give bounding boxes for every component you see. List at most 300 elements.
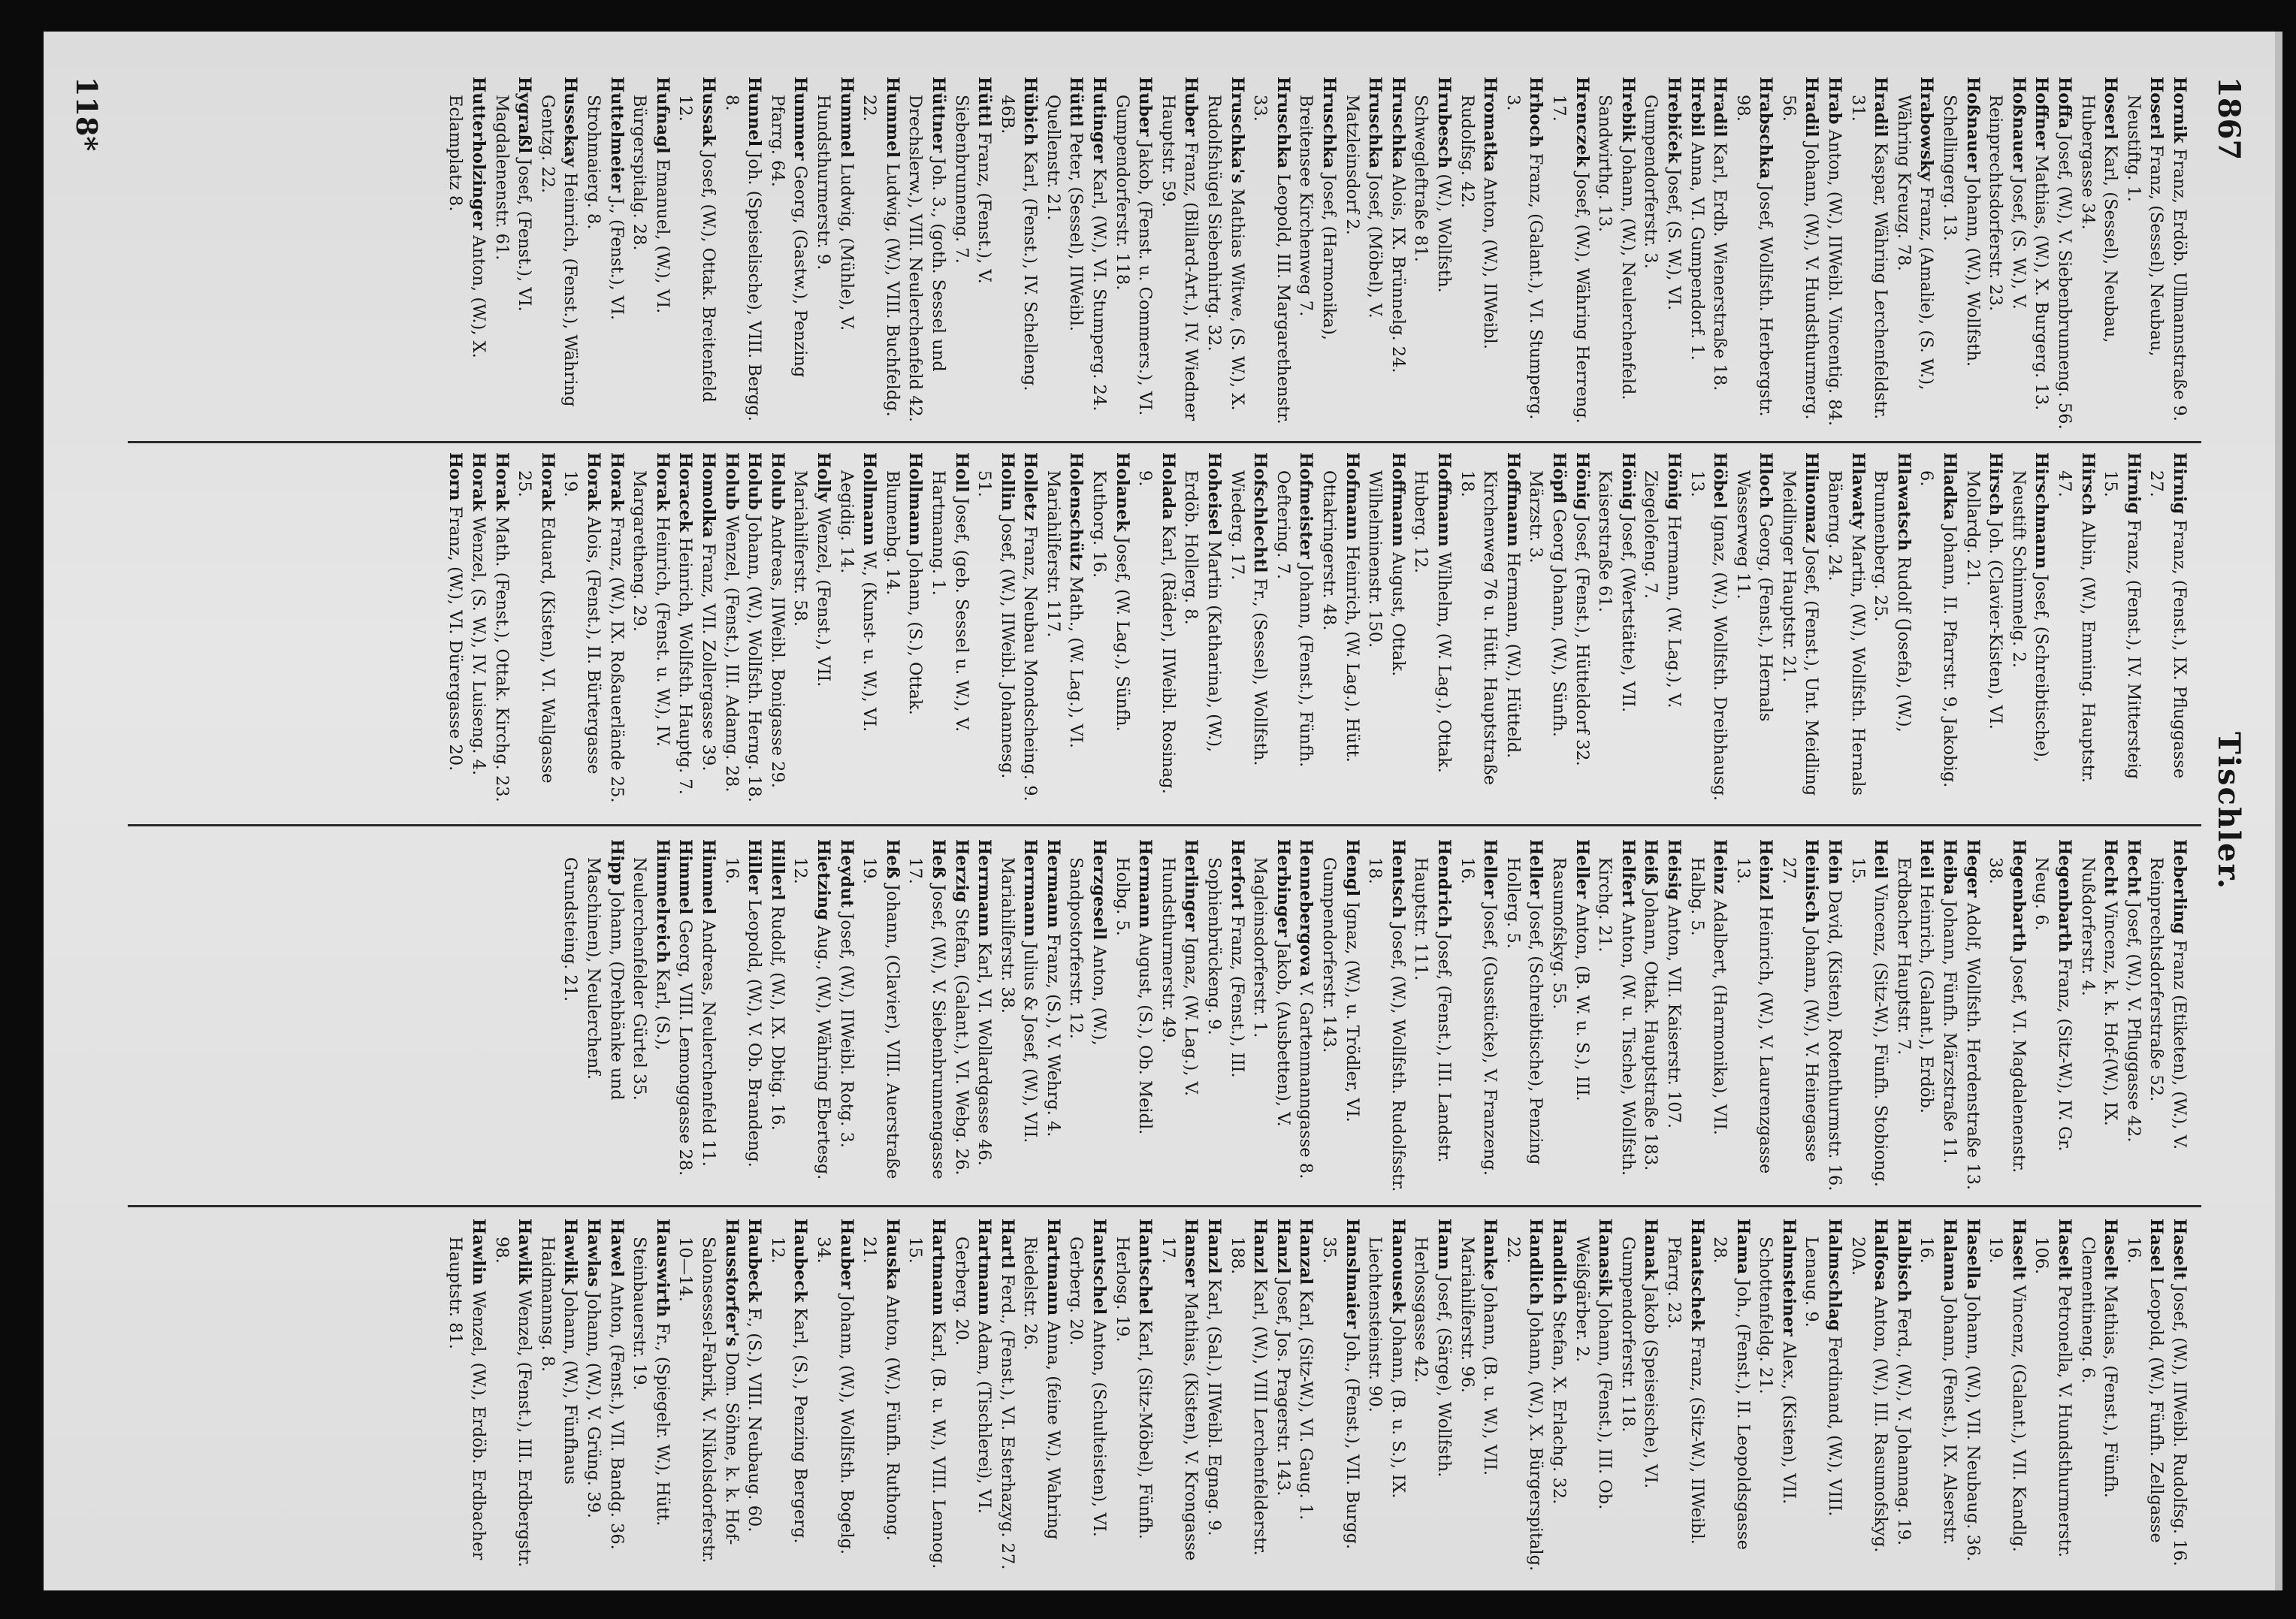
entry-details: Johann, (Fenst.), Fünfh. Oeftering. 7. bbox=[1273, 470, 1316, 768]
entry-details: Martin, (W.), Wollfsth. Hernals Bänerng. 24. bbox=[1825, 470, 1868, 796]
entry-surname: Hantschel bbox=[1135, 1219, 1156, 1315]
entry-surname: Hruschka's bbox=[1227, 77, 1247, 183]
directory-entry bbox=[1708, 1219, 1754, 1572]
entry-surname: Horak bbox=[491, 452, 512, 512]
entry-details: Alex., (Kisten), VII. Schottenfeldg. 21. bbox=[1756, 1237, 1799, 1505]
directory-entry bbox=[1800, 1219, 1846, 1572]
entry-details: Johann, II. Pfarrstr. 9, Jakobig. 6. bbox=[1917, 470, 1960, 788]
entry-details: Dom. Söhne, k. k. Hof-Salonsessel-Fabrik, V. Nikolsdorferstr. 10—14. bbox=[675, 1237, 742, 1563]
entry-surname: Herbinger bbox=[1273, 839, 1293, 937]
entry-surname: Hrebiček bbox=[1663, 77, 1684, 164]
entry-surname: Hruschka bbox=[1273, 77, 1293, 169]
entry-details: Josef, (W.), V. Pfluggasse 42. bbox=[2123, 896, 2143, 1143]
entry-surname: Horak bbox=[469, 452, 489, 512]
entry-details: Alois, IX. Brünnelg. 24. bbox=[1388, 168, 1408, 373]
directory-entry bbox=[1065, 1219, 1110, 1572]
entry-surname: Hanzl bbox=[1250, 1219, 1270, 1274]
directory-entry bbox=[743, 452, 766, 805]
entry-surname: Hrebik bbox=[1618, 77, 1638, 143]
entry-surname: Holub bbox=[721, 452, 742, 510]
entry-surname: Hartl bbox=[997, 1219, 1017, 1269]
entry-surname: Hillerl bbox=[767, 839, 787, 901]
entry-surname: Holl bbox=[951, 452, 971, 493]
directory-entry bbox=[1225, 1219, 1271, 1572]
directory-entry bbox=[1846, 839, 1892, 1192]
directory-page bbox=[44, 32, 2282, 1590]
entry-surname: Heiß bbox=[1641, 839, 1661, 886]
entry-details: Johann, (W.), Wollfsth. Schellingerg. 13. bbox=[1940, 95, 1983, 367]
column-rule bbox=[128, 1205, 2201, 1207]
directory-entry bbox=[2122, 1219, 2168, 1572]
directory-entry bbox=[513, 452, 559, 805]
entry-surname: Hoßnauer bbox=[2008, 77, 2029, 172]
entry-surname: Hloch bbox=[1756, 452, 1776, 509]
entry-details: Emanuel, (W.), VI. Bürgerspitalg. 28. bbox=[630, 95, 672, 314]
directory-entry bbox=[1110, 77, 1156, 430]
directory-entry bbox=[1594, 839, 1639, 1192]
page-title: Tischler. bbox=[2211, 732, 2246, 890]
entry-surname: Hollmann bbox=[859, 452, 880, 546]
entry-surname: Hussekay bbox=[560, 77, 581, 168]
entry-surname: Haselt bbox=[2055, 1219, 2075, 1280]
entry-surname: Hrab bbox=[1825, 77, 1845, 125]
entry-details: Anna, (feine W.), Wahring Riedelstr. 26. bbox=[1020, 1237, 1063, 1540]
directory-entry bbox=[950, 839, 973, 1192]
entry-surname: Holada bbox=[1158, 452, 1178, 520]
directory-entry bbox=[1777, 452, 1823, 805]
directory-entry bbox=[1570, 1219, 1616, 1572]
entry-details: Heinrich, (Fenst. u. W.), IV. Margaretheng. 29. bbox=[630, 470, 672, 747]
entry-surname: Hartmann bbox=[974, 1219, 995, 1316]
entry-surname: Hirsch bbox=[1986, 452, 2006, 516]
entry-surname: Hietzing bbox=[813, 839, 833, 920]
entry-details: Johann, (W.), Wollfsth. Herng. 18. bbox=[745, 509, 765, 802]
directory-entry bbox=[926, 452, 972, 805]
entry-details: August, (S.), Ob. Meidl. Holbg. 5. bbox=[1112, 857, 1156, 1135]
entry-details: Hermann, (W.), Hütteld. Kirchenweg 76 u. Hütt. Hauptstraße 18. bbox=[1457, 470, 1523, 785]
directory-entry bbox=[1202, 1219, 1225, 1572]
entry-details: Anton, (W.), IIWeibl. Rudolfsg. 42. bbox=[1457, 95, 1500, 349]
entry-surname: Haubeck bbox=[745, 1219, 765, 1303]
directory-entry bbox=[1386, 77, 1409, 430]
entry-details: Stefan, (Galant.), VI. Webg. 26. bbox=[951, 902, 971, 1176]
entry-details: Karl, Erdb. Wienerstraße 18. bbox=[1710, 137, 1730, 391]
entry-details: Heinrich, (W. Lag.), Hütt. Ottakringerstr. 48. bbox=[1319, 470, 1362, 763]
entry-details: Leopold, (W.), Fünfh. Zellgasse 16. bbox=[2123, 1237, 2167, 1543]
entry-details: Heinrich, (W.), V. Laurenzgasse 13. bbox=[1733, 857, 1776, 1174]
entry-details: Ferd., (W.), V. Johannag. 19. bbox=[1893, 1302, 1914, 1546]
directory-entry bbox=[1271, 452, 1317, 805]
entry-surname: Hawlik bbox=[515, 1219, 535, 1285]
directory-entry bbox=[950, 1219, 995, 1572]
entry-surname: Hawlik bbox=[560, 1219, 581, 1285]
directory-entry bbox=[1317, 839, 1363, 1192]
entry-details: Adalbert, (Harmonika), VII. Halbg. 5. bbox=[1687, 857, 1730, 1135]
entry-surname: Hengl bbox=[1342, 839, 1362, 897]
entry-details: Leopold, III. Margarethenstr. 33. bbox=[1250, 95, 1293, 424]
entry-details: Wenzel, (Fenst.), VII. Mariahilferstr. 58. bbox=[790, 470, 833, 687]
entry-surname: Horak bbox=[652, 452, 672, 512]
directory-entry bbox=[1961, 839, 1984, 1192]
directory-entry bbox=[858, 77, 904, 430]
entry-surname: Hantschel bbox=[1089, 1219, 1110, 1315]
entry-details: Ignaz, (W.), u. Trödler, VI. Gumpendorferstr. 143. bbox=[1319, 857, 1362, 1122]
directory-entry bbox=[1547, 77, 1593, 430]
entry-surname: Haselt bbox=[2008, 1219, 2029, 1280]
entry-details: Adam, (Tischlerei), VI. Gerberg. 20. bbox=[951, 1237, 995, 1514]
entry-surname: Hoßnauer bbox=[1962, 77, 1983, 172]
directory-entry bbox=[582, 77, 627, 430]
entry-surname: Hruschka bbox=[1388, 77, 1408, 169]
directory-entry bbox=[1134, 452, 1180, 805]
entry-details: Anton, (W.), X. Eclamplatz 8. bbox=[446, 95, 489, 358]
entry-details: Wenzel, (S. W.), IV. Luiseng. 4. bbox=[469, 511, 489, 776]
entry-details: Josef, (Fenst.), III. Landstr. Hauptstr. 111. bbox=[1411, 857, 1454, 1163]
directory-entry bbox=[2122, 77, 2168, 430]
entry-surname: Heller bbox=[1526, 839, 1546, 899]
directory-entry bbox=[1685, 839, 1731, 1192]
directory-entry bbox=[904, 77, 950, 430]
entry-surname: Hermann bbox=[1135, 839, 1156, 929]
directory-entry bbox=[1685, 77, 1708, 430]
entry-surname: Hanke bbox=[1480, 1219, 1500, 1281]
directory-entry bbox=[674, 839, 697, 1192]
entry-details: Johann, (Fenst.), IX. Alserstr. 16. bbox=[1917, 1237, 1960, 1545]
entry-surname: Höpfl bbox=[1548, 452, 1569, 504]
entry-surname: Holub bbox=[745, 452, 765, 510]
directory-entry bbox=[536, 77, 582, 430]
directory-entry bbox=[973, 452, 1019, 805]
directory-entry bbox=[1295, 839, 1318, 1192]
entry-surname: Hermann bbox=[1043, 839, 1063, 929]
directory-entry bbox=[1915, 1219, 1961, 1572]
directory-entry bbox=[559, 452, 605, 805]
entry-details: Joh. (Clavier-Kisten), VI. Mollardg. 21. bbox=[1962, 470, 2006, 729]
entry-surname: Heil bbox=[1917, 839, 1937, 879]
directory-entry bbox=[881, 452, 926, 805]
entry-details: Karl, (Sitz-W.), VI. Gaug. 1. bbox=[1296, 1285, 1316, 1521]
entry-details: Joh. 3., (goth. Sessel und Drechslerw.), VIII. Neulerchenfeld 42. bbox=[905, 95, 948, 422]
entry-details: Franz, (S.), V. Wehrg. 4. bbox=[1043, 928, 1063, 1137]
entry-details: Franz, (Fenst.), IV. Mittersteig 15. bbox=[2101, 470, 2143, 780]
entry-surname: Hrebil bbox=[1687, 77, 1707, 137]
entry-surname: Hlawatsch bbox=[1893, 452, 1914, 551]
entry-details: Anton, (W.), IIWeibl. Vincentig. 84. bbox=[1825, 124, 1845, 427]
entry-surname: Hornik bbox=[2170, 77, 2189, 143]
entry-surname: Hradil bbox=[1710, 77, 1730, 137]
directory-entry bbox=[2076, 839, 2122, 1192]
entry-details: Franz, Neubau Mondscheing. 9. bbox=[1020, 520, 1041, 802]
entry-details: Andreas, Neulerchenfeld 11. bbox=[699, 914, 718, 1167]
entry-surname: Hiller bbox=[745, 839, 765, 895]
entry-details: Josef, (Harmonika), Breitensee Kirchenweg 7. bbox=[1296, 95, 1340, 340]
entry-details: Georg, (Fenst.), Hernals Wasserweg 11. bbox=[1733, 470, 1776, 722]
directory-entry bbox=[2053, 77, 2076, 430]
directory-entry bbox=[950, 77, 995, 430]
entry-surname: Hoffmann bbox=[1434, 452, 1454, 547]
year-header: 1867 bbox=[2211, 77, 2246, 161]
directory-entry bbox=[720, 452, 743, 805]
entry-details: Peter, (Sessel), IIWeibl. Quellenstr. 21. bbox=[1043, 95, 1086, 332]
directory-entry bbox=[605, 1219, 628, 1572]
directory-entry bbox=[1961, 452, 2007, 805]
entry-surname: Hecht bbox=[2101, 839, 2121, 897]
directory-entry bbox=[789, 839, 835, 1192]
entry-details: Johann, (W.), Neulerchenfeld. Sandwirthg. 13. bbox=[1595, 95, 1638, 400]
entry-surname: Hönig bbox=[1618, 452, 1638, 510]
entry-surname: Heger bbox=[1962, 839, 1983, 898]
entry-surname: Hüttl bbox=[1066, 77, 1086, 127]
entry-details: Josef, Jos. Pragerstr. 143. bbox=[1273, 1273, 1293, 1497]
entry-details: Johann, (W.), V. Hundsthurmerg. 56. bbox=[1778, 95, 1822, 420]
entry-surname: Heydut bbox=[836, 839, 856, 908]
entry-surname: Huttelmeier bbox=[606, 77, 627, 193]
entry-details: Johann, (Drehbänke und Maschinen), Neulerchenf. Grundsteing. 21. bbox=[560, 857, 627, 1101]
directory-entry bbox=[1892, 1219, 1915, 1572]
entry-surname: Halbisch bbox=[1893, 1219, 1914, 1303]
entry-details: Julius & Josef, (W.), VII. Mariahilferstr. 38. bbox=[997, 857, 1041, 1143]
entry-surname: Hoheisel bbox=[1204, 452, 1225, 536]
entry-surname: Hönig bbox=[1572, 452, 1592, 510]
entry-surname: Hartmann bbox=[928, 1219, 948, 1316]
directory-entry bbox=[1639, 77, 1685, 430]
directory-entry bbox=[720, 839, 766, 1192]
directory-entry bbox=[2122, 839, 2145, 1192]
entry-surname: Hawlas bbox=[584, 1219, 604, 1287]
directory-entry bbox=[995, 1219, 1019, 1572]
directory-entry bbox=[2145, 452, 2191, 805]
entry-details: Albin, (W.), Emming. Hauptstr. 47. bbox=[2055, 470, 2098, 784]
directory-entry bbox=[1892, 77, 1938, 430]
directory-entry bbox=[1156, 77, 1202, 430]
directory-entry bbox=[2030, 839, 2076, 1192]
entry-details: W., (Kunst- u. W.), VI. Aegidig. 14. bbox=[836, 470, 880, 732]
directory-entry bbox=[1846, 77, 1892, 430]
directory-entry bbox=[674, 77, 720, 430]
directory-entry bbox=[1041, 839, 1065, 1192]
directory-entry bbox=[1019, 1219, 1065, 1572]
entry-surname: Hüttner bbox=[928, 77, 948, 153]
directory-entry bbox=[1225, 452, 1271, 805]
directory-entry bbox=[1455, 839, 1501, 1192]
entry-surname: Hlinomaz bbox=[1802, 452, 1822, 543]
entry-details: F., (S.), VIII. Neubaug. 60. bbox=[745, 1302, 765, 1533]
entry-details: Franz, (Fenst.), V. Siebenbrunneng. 7. bbox=[951, 95, 995, 284]
entry-surname: Hübich bbox=[1020, 77, 1041, 146]
entry-surname: Hlawaty bbox=[1847, 452, 1868, 529]
entry-details: Karl, (Räder), IIWeibl. Rosinag. 9. bbox=[1135, 470, 1178, 794]
entry-details: Fr., (Spiegelr. W.), Hütt. Steinbauerstr. 19. bbox=[630, 1237, 672, 1527]
directory-entry bbox=[674, 452, 697, 805]
entry-surname: Hendrich bbox=[1434, 839, 1454, 929]
entry-surname: Heller bbox=[1572, 839, 1592, 899]
entry-details: Karl, (Sessel), Neubau, Hubergasse 34. bbox=[2077, 95, 2121, 343]
entry-surname: Hirsch bbox=[2077, 452, 2098, 516]
entry-details: Franz, (W.), IX. Roßauerlände 25. bbox=[606, 511, 627, 803]
entry-surname: Hein bbox=[1825, 839, 1845, 885]
entry-surname: Hoffa bbox=[2055, 77, 2075, 129]
directory-entry bbox=[1846, 1219, 1892, 1572]
entry-surname: Hussak bbox=[699, 77, 718, 147]
entry-details: Franz, (Fenst.), III. Sophienbrückeng. 9. bbox=[1204, 857, 1247, 1078]
entry-details: Franz, (Galant.), VI. Stumperg. 3. bbox=[1503, 95, 1546, 420]
directory-entry bbox=[789, 452, 835, 805]
directory-entry bbox=[467, 452, 490, 805]
entry-details: Josef, (S. W.), VI. Gumpendorferstr. 3. bbox=[1641, 95, 1684, 311]
directory-entry bbox=[720, 77, 766, 430]
directory-entry bbox=[2007, 452, 2053, 805]
entry-details: Mathias, (Kisten), V. Krongasse 17. bbox=[1158, 1237, 1201, 1561]
column-rule bbox=[128, 824, 2201, 826]
directory-entry bbox=[743, 1219, 766, 1572]
directory-entry bbox=[1409, 839, 1455, 1192]
entry-details: Johann, Ottak. Hauptstraße 183. bbox=[1641, 885, 1661, 1171]
entry-surname: Hummer bbox=[790, 77, 811, 161]
column-rule bbox=[128, 441, 2201, 443]
directory-entry bbox=[1088, 452, 1134, 805]
entry-details: Josef, (Wertstätte), VII. Kaiserstraße 61. bbox=[1595, 470, 1638, 713]
directory-entry bbox=[1364, 839, 1409, 1192]
directory-entry bbox=[490, 1219, 536, 1572]
entry-details: Josef, (Särge), Wollfsth. Herlossgasse 42. bbox=[1411, 1237, 1454, 1478]
entry-surname: Himmel bbox=[675, 839, 696, 915]
directory-entry bbox=[1961, 1219, 1984, 1572]
directory-entry bbox=[1110, 1219, 1156, 1572]
directory-entry bbox=[444, 1219, 490, 1572]
entry-surname: Hirnig bbox=[2123, 452, 2143, 515]
directory-entry bbox=[2168, 1219, 2191, 1572]
directory-entry bbox=[1409, 452, 1455, 805]
directory-entry bbox=[1271, 1219, 1295, 1572]
entry-surname: Hanzl bbox=[1273, 1219, 1293, 1274]
entry-surname: Hanousek bbox=[1388, 1219, 1408, 1314]
directory-entry bbox=[1409, 77, 1455, 430]
entry-details: Ferdinand, (W.), VIII. Lenaug. 9. bbox=[1802, 1237, 1845, 1517]
entry-surname: Herfort bbox=[1227, 839, 1247, 911]
directory-column-3 bbox=[559, 839, 2191, 1192]
entry-surname: Hutinger bbox=[1089, 77, 1110, 163]
entry-surname: Hummel bbox=[882, 77, 902, 159]
directory-entry bbox=[1570, 452, 1594, 805]
directory-entry bbox=[1639, 839, 1663, 1192]
entry-details: Alois, (Fenst.), II. Bürtergasse 19. bbox=[560, 470, 604, 775]
directory-entry bbox=[904, 839, 950, 1192]
entry-details: V. Gartenmanngasse 8. bbox=[1296, 976, 1316, 1180]
entry-surname: Hecht bbox=[2123, 839, 2143, 897]
entry-surname: Herrmann bbox=[974, 839, 995, 938]
entry-details: Josef, VI. Magdalenenstr. 38. bbox=[1986, 857, 2029, 1173]
entry-surname: Hipp bbox=[606, 839, 627, 886]
entry-details: Aug., (W.), Währing Ebertesg. 12. bbox=[790, 857, 833, 1180]
entry-details: Jakob (Speiseische), VI. Gumpendorferstr. 118. bbox=[1618, 1237, 1661, 1489]
directory-entry bbox=[1823, 77, 1847, 430]
directory-entry bbox=[1823, 452, 1869, 805]
entry-details: Ferd., (Fenst.), VI. Esterhazyg. 27. bbox=[997, 1268, 1017, 1570]
entry-surname: Hladka bbox=[1940, 452, 1960, 521]
entry-surname: Hollmann bbox=[905, 452, 926, 546]
entry-details: Josef, (W.), Ottak. Breitenfeld 12. bbox=[675, 95, 718, 403]
entry-details: Karl, VI. Wollardgasse 46. bbox=[974, 937, 995, 1166]
entry-surname: Hofschlechtl bbox=[1250, 452, 1270, 573]
directory-entry bbox=[1662, 1219, 1708, 1572]
directory-column-4 bbox=[444, 1219, 2191, 1572]
entry-details: Anton, (B. W. u. S.), III. Rasumofskyg. 55. bbox=[1548, 857, 1592, 1101]
entry-details: August, Ottak. Wilhelminenstr. 150. bbox=[1365, 470, 1408, 677]
entry-details: Josef, (W.), Wollfsth. Rudolfsstr. 18. bbox=[1365, 857, 1408, 1192]
entry-surname: Halmschlag bbox=[1825, 1219, 1845, 1331]
directory-entry bbox=[1180, 452, 1225, 805]
directory-entry bbox=[1455, 1219, 1501, 1572]
entry-details: Karl, (Fenst.), IV. Schelleng. 46B. bbox=[997, 95, 1041, 391]
entry-surname: Hanak bbox=[1641, 1219, 1661, 1281]
directory-entry bbox=[1938, 839, 1961, 1192]
entry-surname: Hromatka bbox=[1480, 77, 1500, 173]
directory-entry bbox=[1409, 1219, 1455, 1572]
directory-entry bbox=[1317, 452, 1363, 805]
directory-entry bbox=[1984, 77, 2030, 430]
directory-entry bbox=[1364, 1219, 1409, 1572]
entry-details: Math. (Fenst.), Ottak. Kirchg. 23. bbox=[491, 511, 512, 802]
directory-entry bbox=[858, 1219, 904, 1572]
directory-entry bbox=[536, 1219, 582, 1572]
entry-details: Eduard, (Kisten), VI. Wallgasse 25. bbox=[515, 470, 557, 784]
entry-details: Georg, VIII. Lemonggasse 28. bbox=[675, 914, 696, 1176]
entry-details: Fr., (Sessel), Wollfsth. Wiederg. 17. bbox=[1227, 470, 1270, 766]
directory-entry bbox=[1041, 77, 1087, 430]
entry-surname: Hruschka bbox=[1319, 77, 1340, 169]
entry-details: Heinrich, Wollfsth. Hauptg. 7. bbox=[675, 532, 696, 795]
entry-surname: Hunnel bbox=[745, 77, 765, 147]
entry-details: Petronella, V. Hundsthurmerstr. 106. bbox=[2032, 1237, 2075, 1558]
directory-entry bbox=[1892, 839, 1938, 1192]
directory-entry bbox=[2168, 77, 2191, 430]
entry-details: Joh., (Fenst.), VII. Burgg. 35. bbox=[1319, 1237, 1362, 1550]
directory-entry bbox=[605, 452, 628, 805]
entry-details: David, (Kisten), Rotenthurmstr. 16. bbox=[1825, 884, 1845, 1192]
directory-entry bbox=[1708, 77, 1732, 430]
entry-surname: Hanslmaier bbox=[1342, 1219, 1362, 1329]
directory-entry bbox=[1295, 77, 1340, 430]
entry-details: (W.), Wollfsth. Schwegleftraße 81. bbox=[1411, 95, 1454, 293]
directory-entry bbox=[1501, 839, 1547, 1192]
directory-entry bbox=[766, 839, 789, 1192]
entry-surname: Hüttl bbox=[974, 77, 995, 127]
directory-entry bbox=[835, 839, 858, 1192]
entry-details: Josef, Wollfsth. Herbergstr. 98. bbox=[1733, 95, 1776, 417]
entry-details: Karl, (S.), Neulerchenfelder Gürtel 35. bbox=[630, 857, 672, 1101]
directory-entry bbox=[1202, 839, 1248, 1192]
directory-entry bbox=[2099, 452, 2145, 805]
entry-surname: Halama bbox=[1940, 1219, 1960, 1292]
entry-surname: Herlinger bbox=[1181, 839, 1201, 932]
directory-entry bbox=[1524, 452, 1570, 805]
entry-details: Franz, (Billard-Art.), IV. Wiedner Hauptstr. 59. bbox=[1158, 95, 1201, 421]
entry-details: Stefan, X. Erlachg. 32. bbox=[1548, 1305, 1569, 1505]
rotated-page-content bbox=[44, 32, 2275, 1590]
entry-details: Mathias, (Fenst.), Fünfh. Clementineng. 6. bbox=[2077, 1237, 2121, 1498]
directory-entry bbox=[490, 77, 536, 430]
directory-entry bbox=[1777, 77, 1823, 430]
directory-entry bbox=[1547, 1219, 1570, 1572]
page-number: 118* bbox=[70, 77, 104, 152]
entry-surname: Heß bbox=[882, 839, 902, 879]
directory-entry bbox=[766, 1219, 811, 1572]
entry-surname: Horn bbox=[446, 452, 466, 501]
directory-entry bbox=[766, 452, 789, 805]
directory-entry bbox=[1202, 77, 1248, 430]
entry-details: Math., (W. Lag.), VI. Mariahilferstr. 117. bbox=[1043, 470, 1086, 748]
entry-surname: Hausstorfer's bbox=[721, 1219, 742, 1347]
